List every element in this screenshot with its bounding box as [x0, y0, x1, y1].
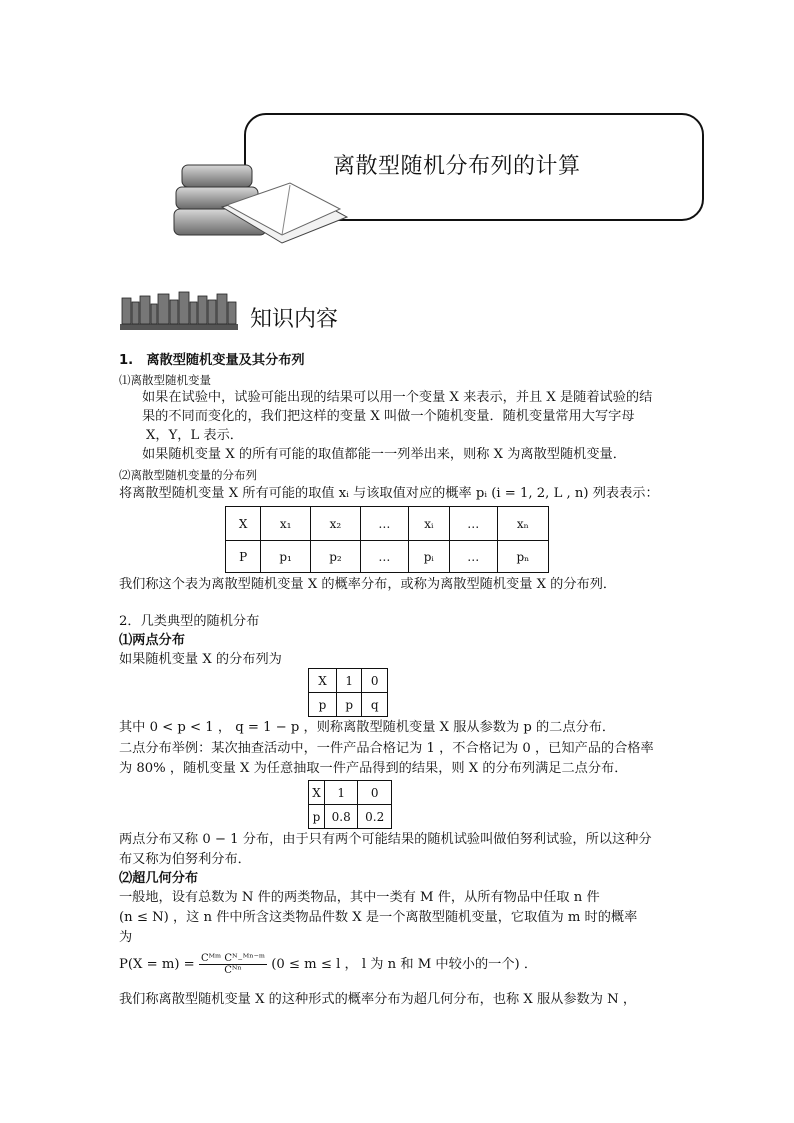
formula-denominator: Cᴺⁿ	[224, 965, 242, 976]
table-cell: p	[309, 805, 325, 829]
section-heading: 知识内容	[250, 307, 339, 332]
formula-fraction	[199, 953, 267, 976]
s2-line5: 两点分布又称 0 − 1 分布，由于只有两个可能结果的随机试验叫做伯努利试验，所以这种分	[119, 832, 652, 847]
table-cell: …	[360, 507, 408, 541]
s1-p2-line2: 我们称这个表为离散型随机变量 X 的概率分布，或称为离散型随机变量 X 的分布列．	[119, 577, 617, 592]
s1-heading: 1. 离散型随机变量及其分布列	[119, 353, 305, 368]
distribution-table	[225, 506, 549, 573]
two-point-example-table	[308, 780, 392, 829]
s1-p1-line1: 如果在试验中，试验可能出现的结果可以用一个变量 X 来表示，并且 X 是随着试验的结	[142, 390, 653, 405]
s1-p1-line2: 果的不同而变化的，我们把这样的变量 X 叫做一个随机变量．随机变量常用大写字母	[142, 409, 635, 424]
table-cell: pᵢ	[408, 541, 449, 573]
s2-line3: 二点分布举例：某次抽查活动中，一件产品合格记为 1 ，不合格记为 0 ，已知产品的合格率	[119, 741, 654, 756]
table-cell: 0.2	[358, 805, 392, 829]
table-cell: …	[360, 541, 408, 573]
s1-p2-line1: 将离散型随机变量 X 所有可能的取值 xᵢ 与该取值对应的概率 pᵢ (i = 1, 2, L , n) 列表表示：	[119, 486, 659, 501]
table-cell: 0	[362, 669, 388, 693]
s1-p1-line3: X，Y，L 表示．	[146, 428, 243, 443]
s2-line2: 其中 0 < p < 1 ， q = 1 − p ，则称离散型随机变量 X 服从参数为 p 的二点分布．	[119, 720, 616, 735]
formula-lhs: P(X = m) =	[119, 957, 195, 972]
table-cell: P	[226, 541, 261, 573]
table-cell: 0.8	[324, 805, 358, 829]
table-cell: 1	[324, 781, 358, 805]
table-cell: 0	[358, 781, 392, 805]
table-cell: X	[309, 669, 337, 693]
table-cell: xᵢ	[408, 507, 449, 541]
s2-line4: 为 80% ，随机变量 X 为任意抽取一件产品得到的结果，则 X 的分布列满足二点分布．	[119, 761, 628, 776]
table-cell: p	[309, 693, 337, 717]
s2-line10: 我们称离散型随机变量 X 的这种形式的概率分布为超几何分布，也称 X 服从参数为 N ，	[119, 992, 637, 1007]
table-cell: p₁	[261, 541, 311, 573]
table-cell: p	[337, 693, 362, 717]
s2-heading: 2．几类典型的随机分布	[119, 614, 260, 629]
table-cell: xₙ	[497, 507, 548, 541]
formula-numerator: Cᴹᵐ Cᴺ₋ᴹⁿ⁻ᵐ	[200, 953, 265, 964]
table-cell: pₙ	[497, 541, 548, 573]
s2-sub1: ⑴两点分布	[119, 633, 185, 648]
hypergeometric-formula	[119, 950, 537, 980]
s1-p1-line4: 如果随机变量 X 的所有可能的取值都能一一列举出来，则称 X 为离散型随机变量．	[142, 447, 626, 462]
s2-sub2: ⑵超几何分布	[119, 871, 199, 886]
s1-p1-label: ⑴离散型随机变量	[119, 373, 211, 387]
two-point-table	[308, 668, 388, 717]
formula-condition: (0 ≤ m ≤ l ， l 为 n 和 M 中较小的一个) ．	[271, 957, 538, 972]
table-cell: q	[362, 693, 388, 717]
table-cell: …	[449, 541, 497, 573]
s2-line7: 一般地，设有总数为 N 件的两类物品，其中一类有 M 件，从所有物品中任取 n 件	[119, 890, 600, 905]
table-cell: p₂	[311, 541, 361, 573]
table-cell: x₁	[261, 507, 311, 541]
page-title: 离散型随机分布列的计算	[333, 154, 581, 179]
table-cell: 1	[337, 669, 362, 693]
bookshelf-banner-icon	[120, 290, 238, 332]
s1-p2-label: ⑵离散型随机变量的分布列	[119, 468, 257, 482]
books-icon	[172, 157, 352, 245]
table-cell: …	[449, 507, 497, 541]
table-cell: X	[309, 781, 325, 805]
table-cell: X	[226, 507, 261, 541]
s2-line9: 为	[119, 930, 133, 945]
s2-line6: 布又称为伯努利分布．	[119, 852, 251, 867]
s2-line1: 如果随机变量 X 的分布列为	[119, 652, 282, 667]
s2-line8: (n ≤ N) ，这 n 件中所含这类物品件数 X 是一个离散型随机变量，它取值为 m 时的概率	[119, 910, 638, 925]
table-cell: x₂	[311, 507, 361, 541]
